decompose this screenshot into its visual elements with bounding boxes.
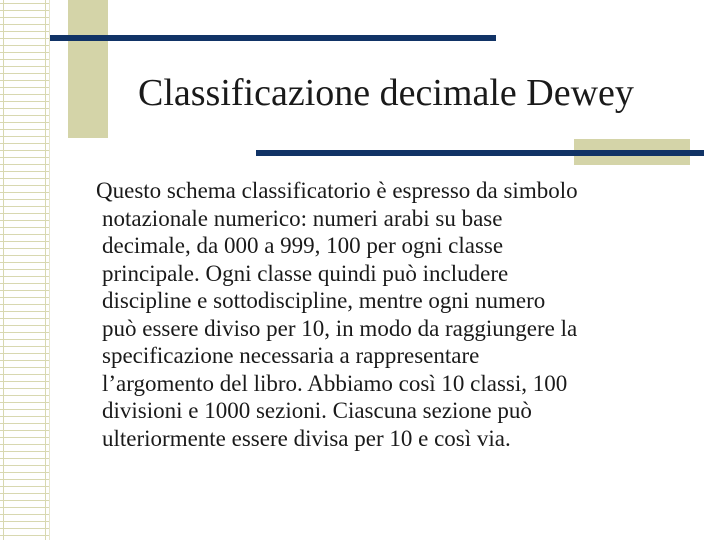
decorative-stripes — [0, 0, 50, 540]
body-line: notazionale numerico: numeri arabi su base — [102, 205, 503, 231]
body-line: discipline e sottodiscipline, mentre ogni numero — [102, 288, 546, 313]
slide-body — [88, 177, 688, 452]
title-bar-bottom — [256, 150, 704, 156]
title-bar-top — [50, 35, 496, 41]
body-line: specificazione necessaria a rappresentare — [102, 343, 480, 368]
body-line: divisioni e 1000 sezioni. Ciascuna sezione può — [102, 398, 532, 423]
body-line: Questo schema classificatorio è espresso da simbolo — [96, 178, 578, 203]
slide-title: Classificazione decimale Dewey — [138, 72, 634, 114]
decorative-block-top — [68, 0, 108, 138]
body-line: può essere diviso per 10, in modo da raggiungere la — [102, 315, 578, 341]
body-line: l’argomento del libro. Abbiamo così 10 classi, 100 — [102, 370, 568, 396]
body-line: principale. Ogni classe quindi può includere — [102, 260, 509, 286]
body-line: decimale, da 000 a 999, 100 per ogni classe — [102, 233, 504, 258]
body-line: ulteriormente essere divisa per 10 e così via. — [102, 425, 511, 451]
